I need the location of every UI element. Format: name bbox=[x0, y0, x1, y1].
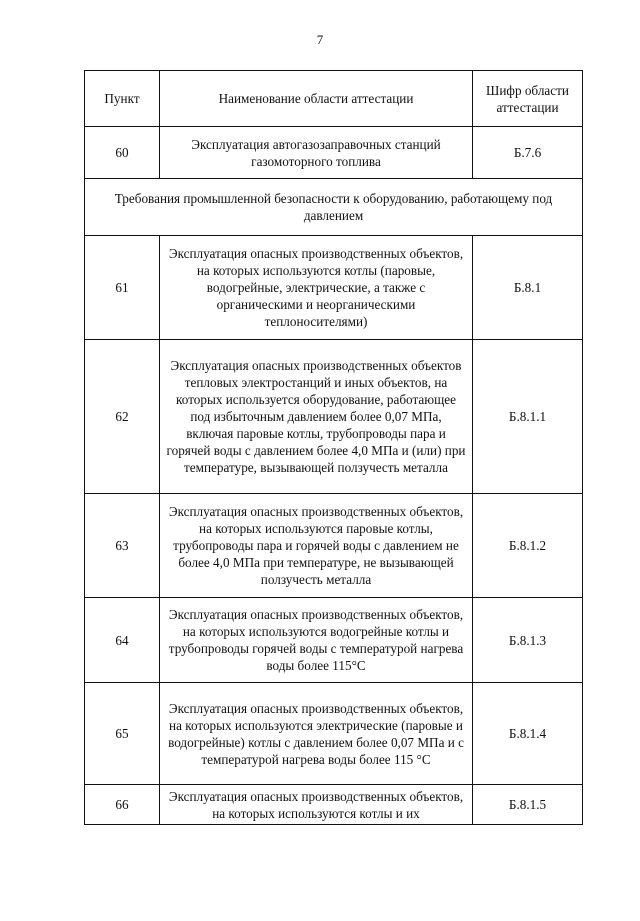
row-name: Эксплуатация опасных производственных объектов, на которых используются котлы (паровые, водогрейные, электрические, а также с органическими и неорганическими теплоносителями) bbox=[160, 236, 473, 340]
table-row bbox=[85, 683, 583, 785]
header-name: Наименование области аттестации bbox=[160, 71, 473, 127]
row-item: 63 bbox=[85, 494, 160, 598]
row-item: 62 bbox=[85, 340, 160, 494]
row-code: Б.8.1.2 bbox=[473, 494, 583, 598]
row-item: 64 bbox=[85, 598, 160, 683]
row-name: Эксплуатация опасных производственных объектов, на которых используются электрические (паровые и водогрейные) котлы с давлением более 0,07 МПа и с температурой нагрева воды более 115 °С bbox=[160, 683, 473, 785]
row-name: Эксплуатация опасных производственных объектов, на которых используются водогрейные котлы и трубопроводы горячей воды с температурой нагрева воды более 115°С bbox=[160, 598, 473, 683]
row-code: Б.8.1.1 bbox=[473, 340, 583, 494]
row-code: Б.8.1.5 bbox=[473, 785, 583, 825]
page-number: 7 bbox=[316, 32, 324, 47]
row-item: 65 bbox=[85, 683, 160, 785]
table-row bbox=[85, 340, 583, 494]
table-row bbox=[85, 598, 583, 683]
row-code: Б.8.1 bbox=[473, 236, 583, 340]
row-code: Б.7.6 bbox=[473, 127, 583, 179]
row-code: Б.8.1.3 bbox=[473, 598, 583, 683]
row-item: 66 bbox=[85, 785, 160, 825]
table-row bbox=[85, 494, 583, 598]
section-row bbox=[85, 179, 583, 236]
header-code: Шифр области аттестации bbox=[473, 71, 583, 127]
row-code: Б.8.1.4 bbox=[473, 683, 583, 785]
row-item: 61 bbox=[85, 236, 160, 340]
row-name: Эксплуатация опасных производственных объектов, на которых используются паровые котлы, трубопроводы пара и горячей воды с давлением не более 4,0 МПа при температуре, не вызывающей ползучесть металла bbox=[160, 494, 473, 598]
header-item: Пункт bbox=[85, 71, 160, 127]
attestation-table bbox=[84, 70, 583, 825]
table-row bbox=[85, 127, 583, 179]
table-header-row bbox=[85, 71, 583, 127]
row-item: 60 bbox=[85, 127, 160, 179]
table-row bbox=[85, 236, 583, 340]
table-row bbox=[85, 785, 583, 825]
row-name: Эксплуатация опасных производственных объектов тепловых электростанций и иных объектов, на которых используется оборудование, работающее под избыточным давлением более 0,07 МПа, включая паровые котлы, трубопроводы пара и горячей воды с давлением более 4,0 МПа и (или) при температуре, вызывающей ползучесть металла bbox=[160, 340, 473, 494]
row-name: Эксплуатация опасных производственных объектов, на которых используются котлы и их bbox=[160, 785, 473, 825]
row-name: Эксплуатация автогазозаправочных станций газомоторного топлива bbox=[160, 127, 473, 179]
section-title: Требования промышленной безопасности к оборудованию, работающему под давлением bbox=[85, 179, 583, 236]
